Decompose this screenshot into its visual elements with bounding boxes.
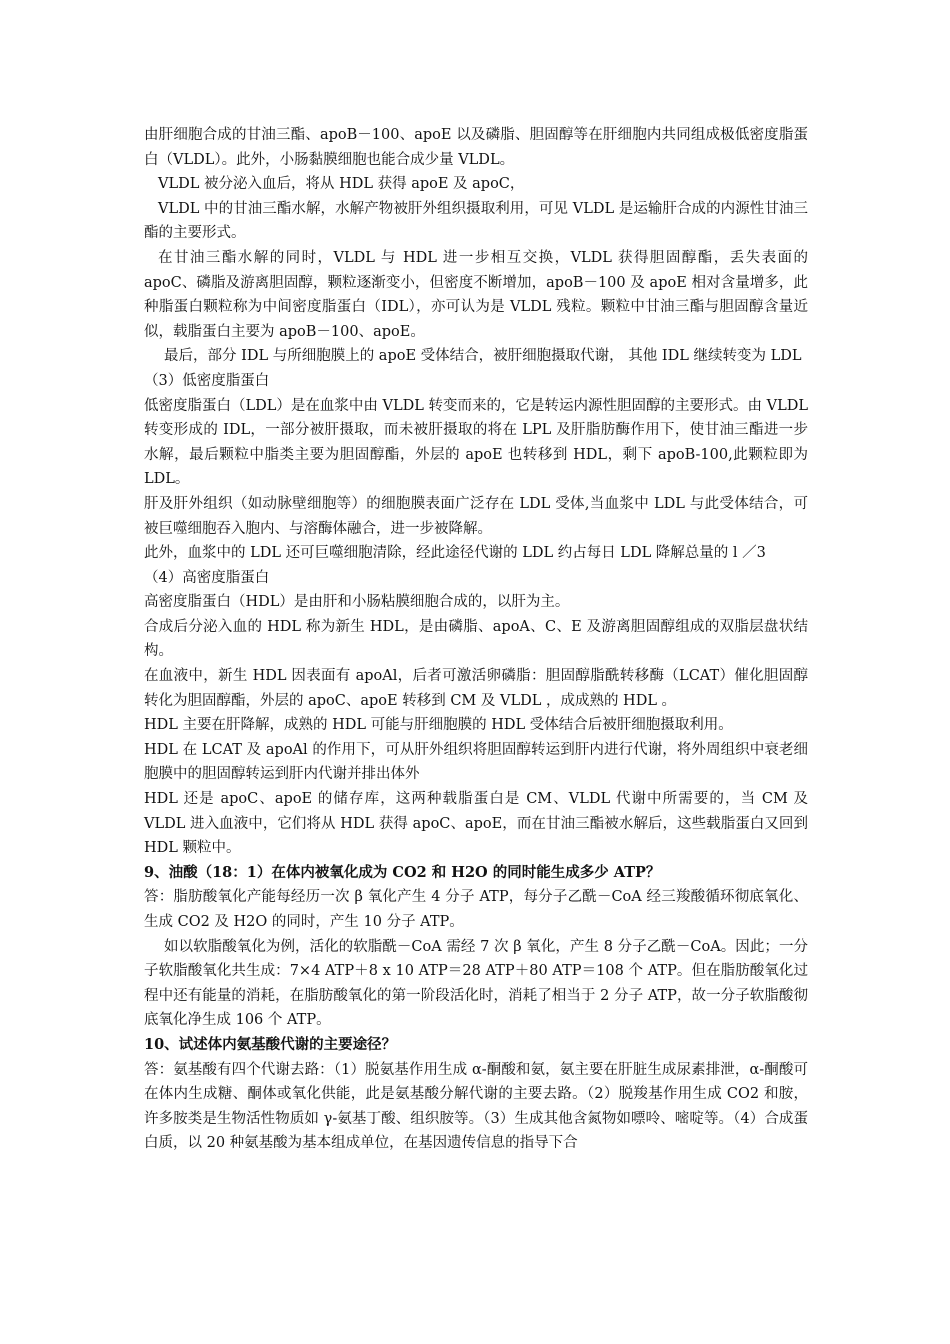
answer-9-part2: 如以软脂酸氧化为例，活化的软脂酰－CoA 需经 7 次 β 氧化，产生 8 分子乙酰－CoA。因此；一分子软脂酸氧化共生成：7×4 ATP＋8 x 10 ATP＝28 ATP＋80 ATP＝108 个 ATP。但在脂肪酸氧化过程中还有能量的消耗，在脂肪酸氧化的第一阶段活化时，消耗了相当于 2 分子 ATP，故一分子软脂酸彻底氧化净生成 106 个 ATP。 xyxy=(144,938,808,1029)
paragraph-hdl-nascent: 合成后分泌入血的 HDL 称为新生 HDL，是由磷脂、apoA、C、E 及游离胆固醇组成的双脂层盘状结构。 xyxy=(144,618,808,660)
answer-9-part1: 答：脂肪酸氧化产能每经历一次 β 氧化产生 4 分子 ATP，每分子乙酰－CoA 经三羧酸循环彻底氧化、生成 CO2 及 H2O 的同时，产生 10 分子 ATP。 xyxy=(144,889,808,930)
heading-hdl: （4）高密度脂蛋白 xyxy=(144,569,270,586)
answer-10: 答：氨基酸有四个代谢去路：（1）脱氨基作用生成 α-酮酸和氨，氨主要在肝脏生成尿素排泄，α-酮酸可在体内生成糖、酮体或氧化供能，此是氨基酸分解代谢的主要去路。（2）脱羧基作用生成 CO2 和胺，许多胺类是生物活性物质如 γ-氨基丁酸、组织胺等。（3）生成其他含氮物如嘌呤、嘧啶等。（4）合成蛋白质，以 20 种氨基酸为基本组成单位，在基因遗传信息的指导下合 xyxy=(144,1061,808,1152)
paragraph-vldl-hydrolysis: VLDL 中的甘油三酯水解，水解产物被肝外组织摄取利用，可见 VLDL 是运输肝合成的内源性甘油三酯的主要形式。 xyxy=(144,200,808,242)
paragraph-idl-formation: 在甘油三酯水解的同时，VLDL 与 HDL 进一步相互交换，VLDL 获得胆固醇酯，丢失表面的 apoC、磷脂及游离胆固醇，颗粒逐渐变小，但密度不断增加，apoB－100 及 apoE 相对含量增多，此种脂蛋白颗粒称为中间密度脂蛋白（IDL），亦可认为是 VLDL 残粒。颗粒中甘油三酯与胆固醇含量近似，载脂蛋白主要为 apoB－100、apoE。 xyxy=(144,249,808,340)
paragraph-ldl-macrophage: 此外，血浆中的 LDL 还可巨噬细胞清除，经此途径代谢的 LDL 约占每日 LDL 降解总量的 l ／3 xyxy=(144,545,766,562)
question-10-heading: 10、试述体内氨基酸代谢的主要途径？ xyxy=(144,1035,397,1053)
question-9-heading: 9、油酸（18：1）在体内被氧化成为 CO2 和 H2O 的同时能生成多少 ATP？ xyxy=(144,863,661,881)
paragraph-hdl-reverse-transport: HDL 在 LCAT 及 apoAl 的作用下，可从肝外组织将胆固醇转运到肝内进行代谢，将外周组织中衰老细胞膜中的胆固醇转运到肝内代谢并排出体外 xyxy=(144,741,808,783)
paragraph-hdl-reservoir: HDL 还是 apoC、apoE 的储存库，这两种载脂蛋白是 CM、VLDL 代谢中所需要的，当 CM 及 VLDL 进入血液中，它们将从 HDL 获得 apoC、apoE，而在甘油三酯被水解后，这些载脂蛋白又回到 HDL 颗粒中。 xyxy=(144,791,808,857)
paragraph-idl-fate: 最后，部分 IDL 与所细胞膜上的 apoE 受体结合，被肝细胞摄取代谢， 其他 IDL 继续转变为 LDL xyxy=(164,348,802,365)
paragraph-hdl-lcat: 在血液中，新生 HDL 因表面有 apoAl，后者可激活卵磷脂：胆固醇脂酰转移酶（LCAT）催化胆固醇转化为胆固醇酯，外层的 apoC、apoE 转移到 CM 及 VLDL ，成成熟的 HDL 。 xyxy=(144,668,808,709)
paragraph-vldl-secretion: VLDL 被分泌入血后，将从 HDL 获得 apoE 及 apoC， xyxy=(158,176,525,193)
paragraph-hdl-definition: 高密度脂蛋白（HDL）是由肝和小肠粘膜细胞合成的，以肝为主。 xyxy=(144,594,570,611)
paragraph-hdl-degradation: HDL 主要在肝降解，成熟的 HDL 可能与肝细胞膜的 HDL 受体结合后被肝细胞摄取利用。 xyxy=(144,717,733,734)
paragraph-vldl-synthesis: 由肝细胞合成的甘油三酯、apoB－100、apoE 以及磷脂、胆固醇等在肝细胞内共同组成极低密度脂蛋白（VLDL）。此外，小肠黏膜细胞也能合成少量 VLDL。 xyxy=(144,127,808,168)
heading-ldl: （3）低密度脂蛋白 xyxy=(144,372,270,389)
document-body xyxy=(144,123,808,1156)
paragraph-ldl-receptor: 肝及肝外组织（如动脉壁细胞等）的细胞膜表面广泛存在 LDL 受体,当血浆中 LDL 与此受体结合，可被巨噬细胞吞入胞内、与溶酶体融合，进一步被降解。 xyxy=(144,495,808,537)
paragraph-ldl-definition: 低密度脂蛋白（LDL）是在血浆中由 VLDL 转变而来的，它是转运内源性胆固醇的主要形式。由 VLDL 转变形成的 IDL，一部分被肝摄取，而未被肝摄取的将在 LPL 及肝脂肪酶作用下，使甘油三酯进一步水解，最后颗粒中脂类主要为胆固醇酯，外层的 apoE 也转移到 HDL，剩下 apoB-100,此颗粒即为 LDL。 xyxy=(144,397,808,488)
